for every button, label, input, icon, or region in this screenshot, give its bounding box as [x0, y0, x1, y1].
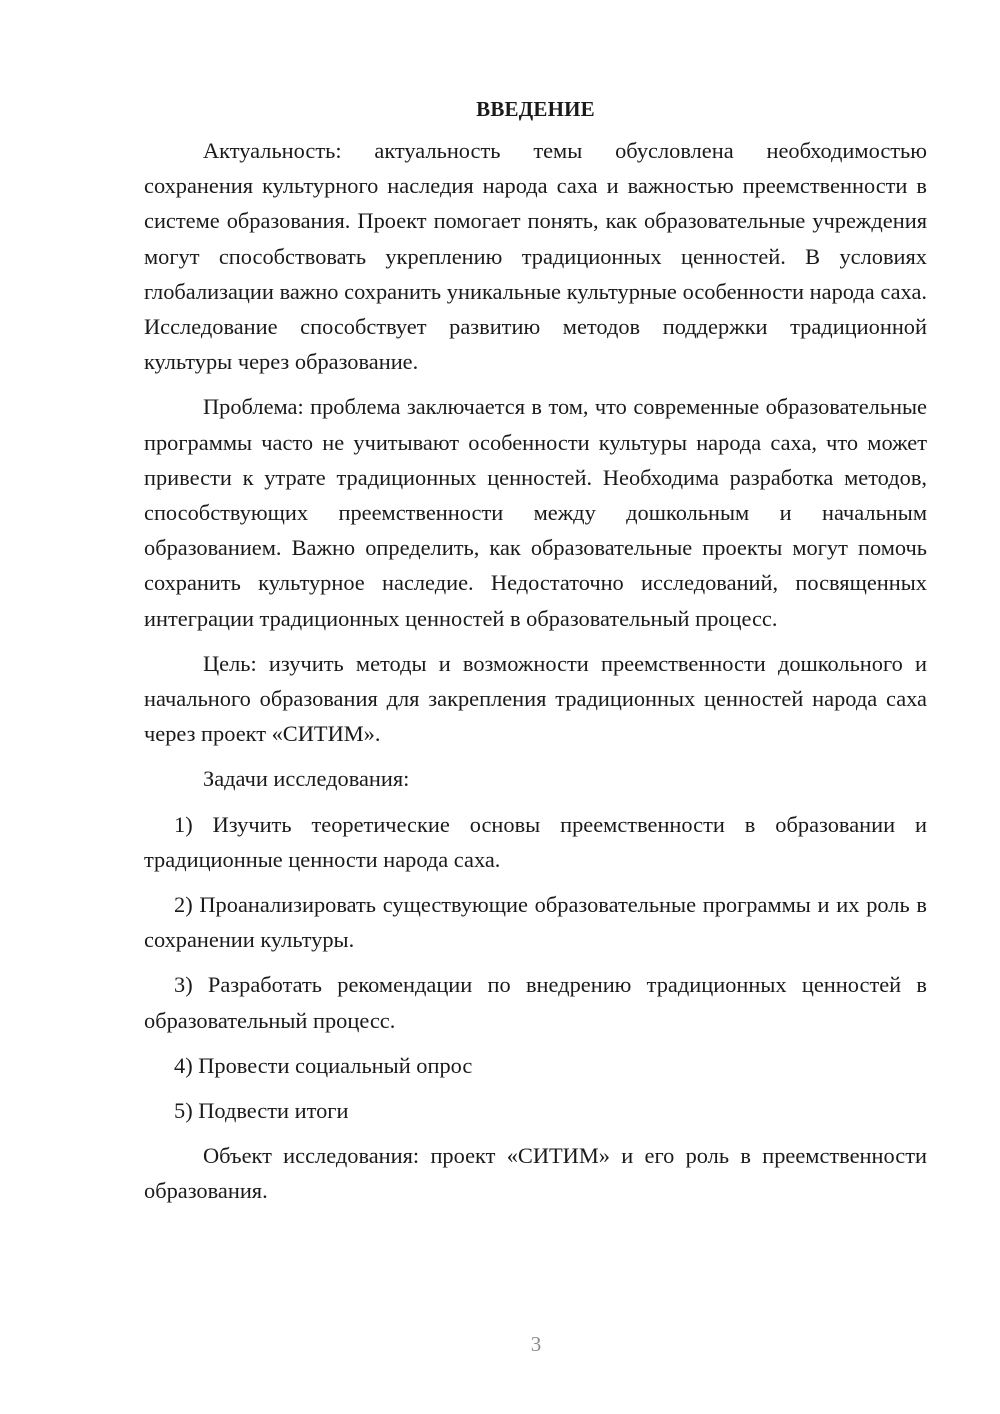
task-item-1: 1) Изучить теоретические основы преемственности в образовании и традиционные ценности народа саха. [144, 811, 927, 872]
task-item-3: 3) Разработать рекомендации по внедрению традиционных ценностей в образовательный процесс. [144, 972, 927, 1033]
object-paragraph: Объект исследования: проект «СИТИМ» и его роль в преемственности образования. [144, 1143, 927, 1204]
document-title: ВВЕДЕНИЕ [476, 97, 595, 121]
task-item-4: 4) Провести социальный опрос [174, 1052, 473, 1078]
task-item-2: 2) Проанализировать существующие образовательные программы и их роль в сохранении культуры. [144, 892, 927, 953]
problem-paragraph: Проблема: проблема заключается в том, что современные образовательные программы часто не учитывают особенности культуры народа саха, что может привести к утрате традиционных ценностей. Необходима разработка методов, способствующих преемственности между дошкольным и начальным образованием. Важно определить, как образовательные проекты могут помочь сохранить культурное наследие. Недостаточно исследований, посвященных интеграции традиционных ценностей в образовательный процесс. [144, 394, 927, 631]
task-item-5: 5) Подвести итоги [174, 1098, 349, 1124]
goal-paragraph: Цель: изучить методы и возможности преемственности дошкольного и начального образования для закрепления традиционных ценностей народа саха через проект «СИТИМ». [144, 650, 927, 747]
relevance-paragraph: Актуальность: актуальность темы обусловлена необходимостью сохранения культурного наследия народа саха и важностью преемственности в системе образования. Проект помогает понять, как образовательные учреждения могут способствовать укреплению традиционных ценностей. В условиях глобализации важно сохранить уникальные культурные особенности народа саха. Исследование способствует развитию методов поддержки традиционной культуры через образование. [144, 138, 927, 375]
tasks-heading: Задачи исследования: [203, 766, 410, 792]
document-page [144, 92, 927, 1219]
page-number: 3 [530, 1332, 542, 1356]
